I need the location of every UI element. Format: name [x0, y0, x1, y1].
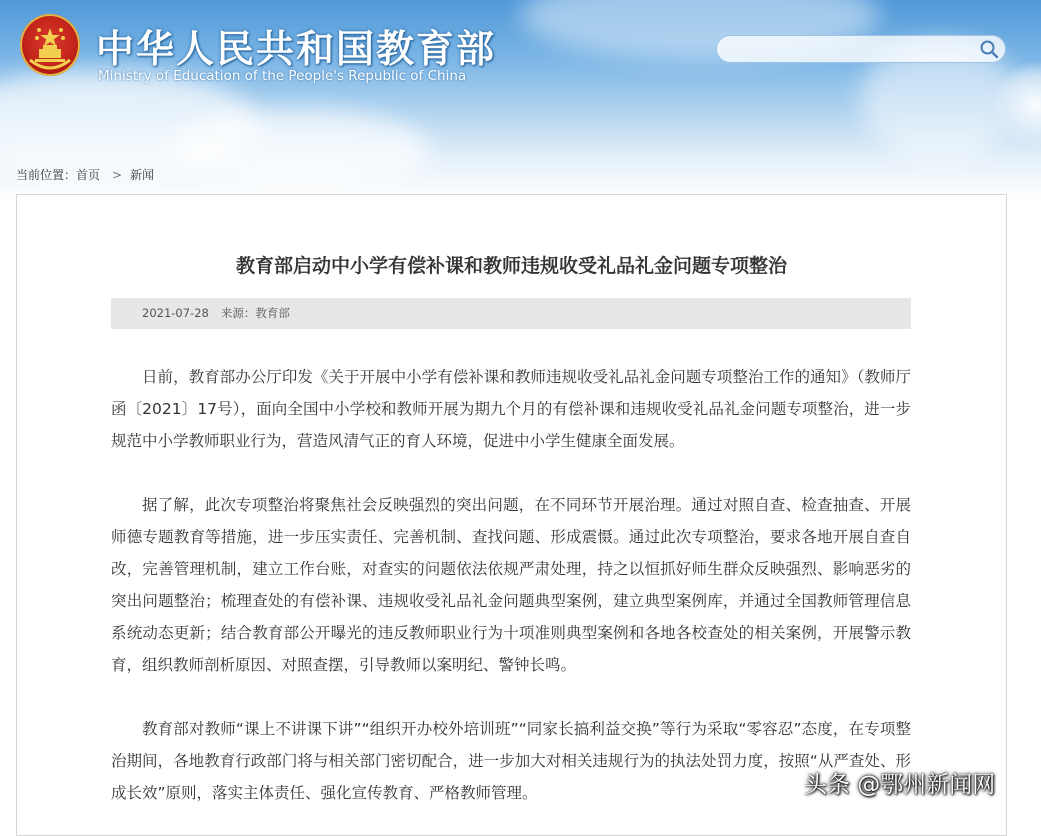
article-paragraph: 教育部对教师“课上不讲课下讲”“组织开办校外培训班”“同家长搞利益交换”等行为采取“零容忍”态度，在专项整治期间，各地教育行政部门将与相关部门密切配合，进一步加大对相关违规行为的执法处罚力度，按照“从严查处、形成长效”原则，落实主体责任、强化宣传教育、严格教师管理。 — [111, 720, 911, 802]
article-source: 来源：教育部 — [220, 306, 290, 320]
breadcrumb — [16, 166, 154, 183]
search-box — [716, 35, 1006, 63]
article-panel — [16, 194, 1007, 836]
article-title: 教育部启动中小学有偿补课和教师违规收受礼品礼金问题专项整治 — [235, 255, 787, 277]
article-paragraph: 日前，教育部办公厅印发《关于开展中小学有偿补课和教师违规收受礼品礼金问题专项整治工作的通知》（教师厅函〔2021〕17号），面向全国中小学校和教师开展为期九个月的有偿补课和违规收受礼品礼金问题专项整治，进一步规范中小学教师职业行为，营造风清气正的育人环境，促进中小学生健康全面发展。 — [111, 368, 911, 450]
watermark: 头条 @鄂州新闻网 — [804, 772, 996, 798]
national-emblem-icon — [20, 14, 80, 76]
breadcrumb-separator: > — [112, 168, 123, 182]
site-title-cn: 中华人民共和国教育部 — [96, 27, 497, 71]
search-button[interactable] — [979, 39, 999, 59]
breadcrumb-home-link[interactable]: 首页 — [76, 168, 101, 182]
article-paragraph: 据了解，此次专项整治将聚焦社会反映强烈的突出问题，在不同环节开展治理。通过对照自查、检查抽查、开展师德专题教育等措施，进一步压实责任、完善机制、查找问题、形成震慑。通过此次专项整治，要求各地开展自查自改，完善管理机制，建立工作台账，对查实的问题依法依规严肃处理，持之以恒抓好师生群众反映强烈、影响恶劣的突出问题整治；梳理查处的有偿补课、违规收受礼品礼金问题典型案例，建立典型案例库，并通过全国教师管理信息系统动态更新；结合教育部公开曝光的违反教师职业行为十项准则典型案例和各地各校查处的相关案例，开展警示教育，组织教师剖析原因、对照查摆，引导教师以案明纪、警钟长鸣。 — [111, 496, 911, 674]
publish-date: 2021-07-28 — [142, 306, 209, 320]
site-title-en: Ministry of Education of the People's Republic of China — [98, 68, 467, 84]
breadcrumb-news-link[interactable]: 新闻 — [130, 168, 155, 182]
search-input[interactable] — [727, 39, 981, 61]
search-icon — [979, 39, 999, 59]
breadcrumb-prefix: 当前位置： — [16, 168, 77, 182]
cloud-decoration — [170, 110, 430, 190]
site-header — [0, 0, 1041, 200]
article-meta — [111, 298, 911, 329]
